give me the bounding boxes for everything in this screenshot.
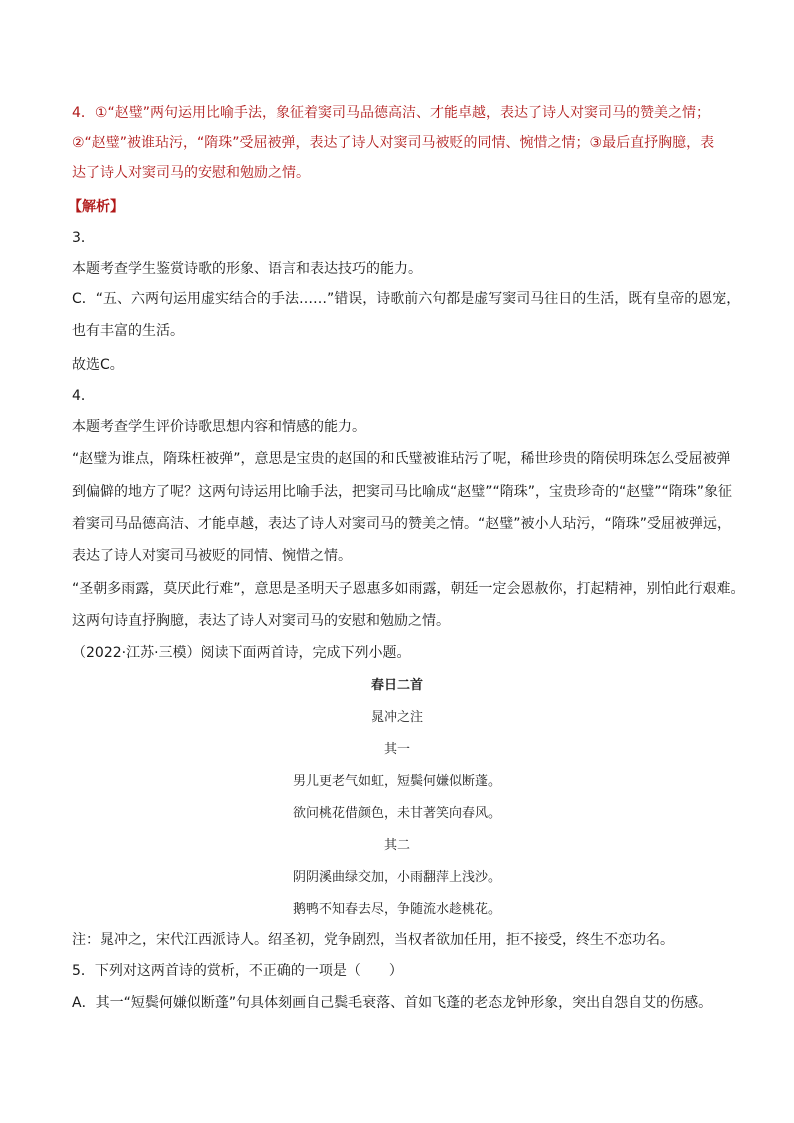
answer-4-line-2: ②“赵璧”被谁玷污，“隋珠”受屈被弹，表达了诗人对窦司马被贬的同情、惋惜之情；③最后直抒胸臆，表 xyxy=(72,135,715,151)
q3-number: 3． xyxy=(72,230,95,246)
poem-note: 注：晁冲之，宋代江西派诗人。绍圣初，党争剧烈，当权者欲加任用，拒不接受，终生不恋功名。 xyxy=(72,932,674,948)
q4-paragraph-1-line-2: 到偏僻的地方了呢？这两句诗运用比喻手法，把窦司马比喻成“赵璧”“隋珠”，宝贵珍奇的“赵璧”“隋珠”象征 xyxy=(72,484,733,500)
poem-author: 晁冲之注 xyxy=(370,710,423,725)
question-intro: （2022·江苏·三模）阅读下面两首诗，完成下列小题。 xyxy=(72,645,411,661)
poem-part-1-line-1: 男儿更老气如虹，短鬓何嫌似断蓬。 xyxy=(292,774,501,789)
analysis-heading: 【解析】 xyxy=(68,199,124,215)
q4-number: 4． xyxy=(72,388,95,404)
poem-part-1-line-2: 欲问桃花借颜色，未甘著笑向春风。 xyxy=(292,806,501,821)
q3-option-c-line-2: 也有丰富的生活。 xyxy=(72,323,184,339)
poem-part-2-label: 其二 xyxy=(383,838,410,853)
q3-conclusion: 故选C。 xyxy=(72,357,124,373)
q4-intro: 本题考查学生评价诗歌思想内容和情感的能力。 xyxy=(72,419,366,435)
q4-paragraph-1-line-3: 着窦司马品德高洁、才能卓越，表达了诗人对窦司马的赞美之情。“赵璧”被小人玷污，“隋珠”受屈被弹远， xyxy=(72,516,732,532)
q4-paragraph-2-line-2: 这两句诗直抒胸臆，表达了诗人对窦司马的安慰和勉励之情。 xyxy=(72,613,450,629)
answer-4-line-3: 达了诗人对窦司马的安慰和勉励之情。 xyxy=(72,165,310,181)
q4-paragraph-1-line-1: “赵璧为谁点，隋珠枉被弹”，意思是宝贵的赵国的和氏璧被谁玷污了呢，稀世珍贵的隋侯明珠怎么受屈被弹 xyxy=(72,451,731,467)
question-5-stem: 5．下列对这两首诗的赏析，不正确的一项是（ ） xyxy=(72,963,403,979)
answer-4-line-1: 4．①“赵璧”两句运用比喻手法，象征着窦司马品德高洁、才能卓越，表达了诗人对窦司马的赞美之情； xyxy=(72,105,710,121)
poem-part-1-label: 其一 xyxy=(383,742,410,757)
poem-part-2-line-2: 鹅鸭不知春去尽，争随流水趁桃花。 xyxy=(292,902,501,917)
q4-paragraph-1-line-4: 表达了诗人对窦司马被贬的同情、惋惜之情。 xyxy=(72,548,352,564)
poem-part-2-line-1: 阴阴溪曲绿交加，小雨翻萍上浅沙。 xyxy=(292,870,501,885)
q3-option-c-line-1: C．“五、六两句运用虚实结合的手法……”错误，诗歌前六句都是虚写窦司马往日的生活，既有皇帝的恩宠， xyxy=(72,291,741,307)
poem-title: 春日二首 xyxy=(370,678,423,693)
q4-paragraph-2-line-1: “圣朝多雨露，莫厌此行难”，意思是圣明天子恩惠多如雨露，朝廷一定会恩赦你，打起精神，别怕此行艰难。 xyxy=(72,581,745,597)
q3-intro: 本题考查学生鉴赏诗歌的形象、语言和表达技巧的能力。 xyxy=(72,261,422,277)
question-5-option-a: A．其一“短鬓何嫌似断蓬”句具体刻画自己鬓毛衰落、首如飞蓬的老态龙钟形象，突出自怨自艾的伤感。 xyxy=(72,995,713,1011)
